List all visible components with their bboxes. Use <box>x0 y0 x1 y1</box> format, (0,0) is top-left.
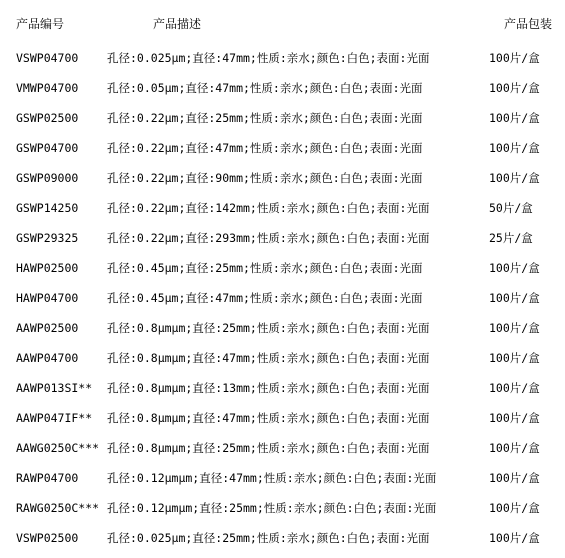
product-description-cell: 孔径:0.22μm;直径:25mm;性质:亲水;颜色:白色;表面:光面 <box>107 111 423 125</box>
product-packaging-cell: 100片/盒 <box>489 351 540 365</box>
table-row <box>0 131 565 161</box>
table-row <box>0 161 565 191</box>
product-description-cell: 孔径:0.12μmμm;直径:47mm;性质:亲水;颜色:白色;表面:光面 <box>107 471 437 485</box>
table-row <box>0 221 565 251</box>
product-packaging-cell: 100片/盒 <box>489 381 540 395</box>
product-code-cell: GSWP09000 <box>16 171 79 185</box>
product-code-cell: HAWP04700 <box>16 291 79 305</box>
table-row <box>0 41 565 71</box>
table-row <box>0 401 565 431</box>
product-packaging-cell: 100片/盒 <box>489 81 540 95</box>
table-row <box>0 461 565 491</box>
product-code-cell: GSWP29325 <box>16 231 79 245</box>
table-row <box>0 251 565 281</box>
product-packaging-cell: 100片/盒 <box>489 141 540 155</box>
table-row <box>0 371 565 401</box>
product-description-cell: 孔径:0.05μm;直径:47mm;性质:亲水;颜色:白色;表面:光面 <box>107 81 423 95</box>
product-packaging-cell: 100片/盒 <box>489 411 540 425</box>
table-row <box>0 341 565 371</box>
product-code-cell: AAWG0250C*** <box>16 441 100 455</box>
product-code-cell: GSWP02500 <box>16 111 79 125</box>
product-description-cell: 孔径:0.025μm;直径:47mm;性质:亲水;颜色:白色;表面:光面 <box>107 51 430 65</box>
product-packaging-cell: 100片/盒 <box>489 51 540 65</box>
table-row <box>0 71 565 101</box>
product-packaging-cell: 100片/盒 <box>489 531 540 545</box>
product-description-cell: 孔径:0.22μm;直径:47mm;性质:亲水;颜色:白色;表面:光面 <box>107 141 423 155</box>
product-description-cell: 孔径:0.12μmμm;直径:25mm;性质:亲水;颜色:白色;表面:光面 <box>107 501 437 515</box>
product-description-cell: 孔径:0.8μmμm;直径:47mm;性质:亲水;颜色:白色;表面:光面 <box>107 411 430 425</box>
header-product-packaging: 产品包装 <box>504 17 553 31</box>
table-body <box>0 41 565 551</box>
product-description-cell: 孔径:0.45μm;直径:25mm;性质:亲水;颜色:白色;表面:光面 <box>107 261 423 275</box>
product-code-cell: AAWP04700 <box>16 351 79 365</box>
table-row <box>0 431 565 461</box>
product-code-cell: GSWP04700 <box>16 141 79 155</box>
product-code-cell: AAWP02500 <box>16 321 79 335</box>
product-packaging-cell: 100片/盒 <box>489 291 540 305</box>
table-row <box>0 521 565 551</box>
product-code-cell: VMWP04700 <box>16 81 79 95</box>
product-packaging-cell: 100片/盒 <box>489 441 540 455</box>
header-product-description: 产品描述 <box>153 17 202 31</box>
product-description-cell: 孔径:0.45μm;直径:47mm;性质:亲水;颜色:白色;表面:光面 <box>107 291 423 305</box>
table-row <box>0 311 565 341</box>
product-packaging-cell: 100片/盒 <box>489 501 540 515</box>
product-description-cell: 孔径:0.22μm;直径:142mm;性质:亲水;颜色:白色;表面:光面 <box>107 201 430 215</box>
table-row <box>0 191 565 221</box>
product-code-cell: VSWP02500 <box>16 531 79 545</box>
product-code-cell: AAWP047IF** <box>16 411 93 425</box>
table-row <box>0 491 565 521</box>
table-row <box>0 101 565 131</box>
table-header <box>0 0 565 40</box>
product-description-cell: 孔径:0.8μmμm;直径:25mm;性质:亲水;颜色:白色;表面:光面 <box>107 321 430 335</box>
table-row <box>0 281 565 311</box>
product-description-cell: 孔径:0.22μm;直径:90mm;性质:亲水;颜色:白色;表面:光面 <box>107 171 423 185</box>
product-code-cell: RAWG0250C*** <box>16 501 100 515</box>
product-code-cell: VSWP04700 <box>16 51 79 65</box>
product-packaging-cell: 100片/盒 <box>489 471 540 485</box>
product-packaging-cell: 100片/盒 <box>489 321 540 335</box>
product-code-cell: RAWP04700 <box>16 471 79 485</box>
product-packaging-cell: 100片/盒 <box>489 171 540 185</box>
product-description-cell: 孔径:0.025μm;直径:25mm;性质:亲水;颜色:白色;表面:光面 <box>107 531 430 545</box>
header-product-code: 产品编号 <box>16 17 65 31</box>
product-description-cell: 孔径:0.8μmμm;直径:47mm;性质:亲水;颜色:白色;表面:光面 <box>107 351 430 365</box>
product-description-cell: 孔径:0.8μmμm;直径:25mm;性质:亲水;颜色:白色;表面:光面 <box>107 441 430 455</box>
product-description-cell: 孔径:0.8μmμm;直径:13mm;性质:亲水;颜色:白色;表面:光面 <box>107 381 430 395</box>
product-packaging-cell: 25片/盒 <box>489 231 533 245</box>
product-code-cell: AAWP013SI** <box>16 381 93 395</box>
product-description-cell: 孔径:0.22μm;直径:293mm;性质:亲水;颜色:白色;表面:光面 <box>107 231 430 245</box>
product-code-cell: HAWP02500 <box>16 261 79 275</box>
product-packaging-cell: 100片/盒 <box>489 111 540 125</box>
product-packaging-cell: 50片/盒 <box>489 201 533 215</box>
product-packaging-cell: 100片/盒 <box>489 261 540 275</box>
product-code-cell: GSWP14250 <box>16 201 79 215</box>
